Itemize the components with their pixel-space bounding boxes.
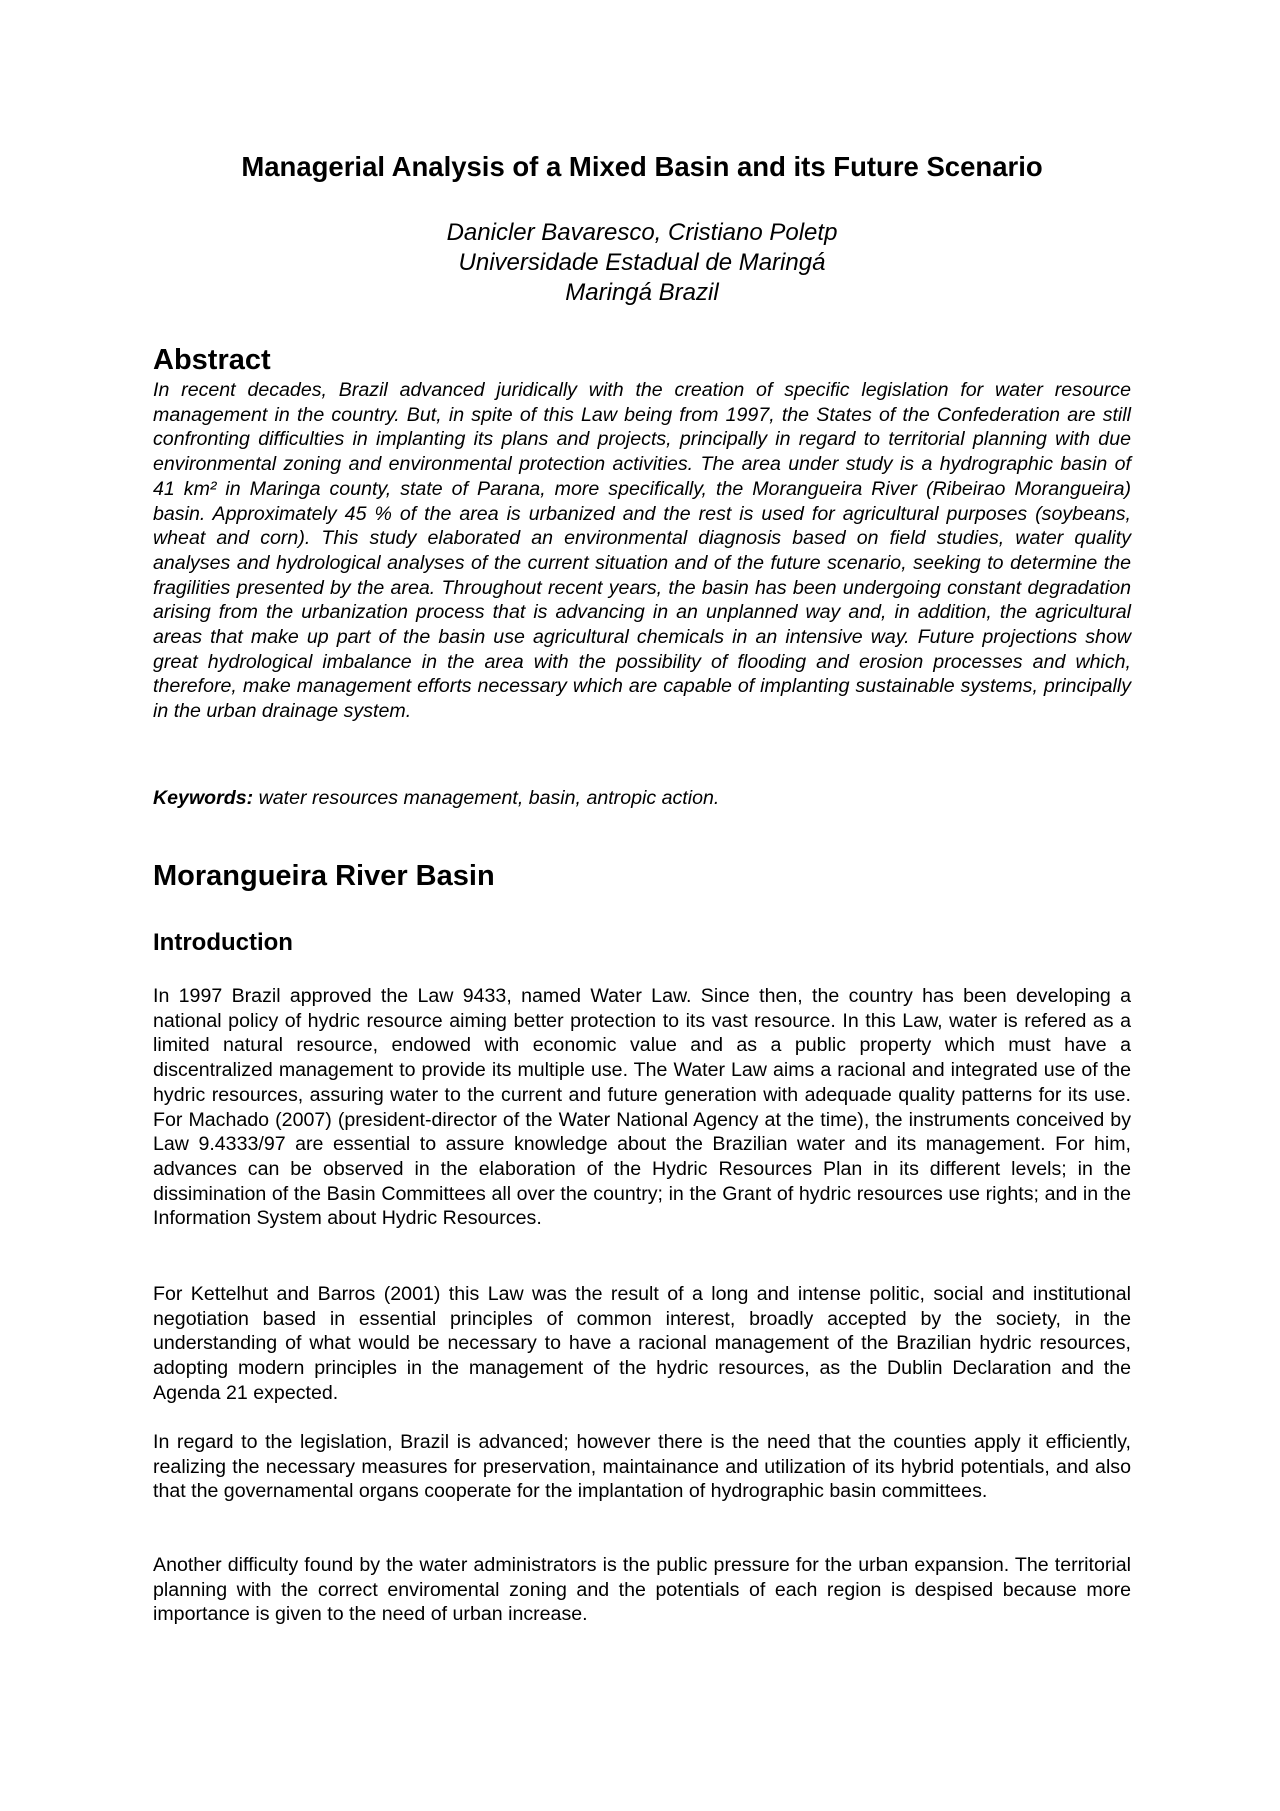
author-location: Maringá Brazil	[565, 279, 719, 306]
abstract-heading: Abstract	[153, 344, 271, 376]
author-names: Danicler Bavaresco, Cristiano Poletp	[446, 219, 838, 246]
abstract-text: In recent decades, Brazil advanced juridically with the creation of specific legislation for water resource management in the country. But, in spite of this Law being from 1997, the States of the Confederation are still confronting difficulties in implanting its plans and projects, principally in regard to territorial planning with due environmental zoning and environmental protection activities. The area under study is a hydrographic basin of 41 km² in Maringa county, state of Parana, more specifically, the Morangueira River (Ribeirao Morangueira) basin. Approximately 45 % of the area is urbanized and the rest is used for agricultural purposes (soybeans, wheat and corn). This study elaborated an environmental diagnosis based on field studies, water quality analyses and hydrological analyses of the current situation and of the future scenario, seeking to determine the fragilities presented by the area. Throughout recent years, the basin has been undergoing constant degradation arising from the urbanization process that is advancing in an unplanned way and, in addition, the agricultural areas that make up part of the basin use agricultural chemicals in an intensive way. Future projections show great hydrological imbalance in the area with the possibility of flooding and erosion processes and which, therefore, make management efforts necessary which are capable of implanting sustainable systems, principally in the urban drainage system.	[153, 379, 1131, 723]
paper-title: Managerial Analysis of a Mixed Basin and its Future Scenario	[241, 151, 1043, 182]
keywords-text: water resources management, basin, antropic action.	[258, 787, 720, 809]
author-block	[153, 218, 1131, 308]
body-paragraph: In 1997 Brazil approved the Law 9433, named Water Law. Since then, the country has been developing a national policy of hydric resource aiming better protection to its vast resource. In this Law, water is refered as a limited natural resource, endowed with economic value and as a public property which must have a discentralized management to provide its multiple use. The Water Law aims a racional and integrated use of the hydric resources, assuring water to the current and future generation with adequade quality patterns for its use. For Machado (2007) (president-director of the Water National Agency at the time), the instruments conceived by Law 9.4333/97 are essential to assure knowledge about the Brazilian water and its management. For him, advances can be observed in the elaboration of the Hydric Resources Plan in its different levels; in the dissimination of the Basin Committees all over the country; in the Grant of hydric resources use rights; and in the Information System about Hydric Resources.	[153, 985, 1131, 1230]
keywords-label: Keywords:	[153, 787, 254, 809]
body-paragraph: For Kettelhut and Barros (2001) this Law was the result of a long and intense politic, social and institutional negotiation based in essential principles of common interest, broadly accepted by the society, in the understanding of what would be necessary to have a racional management of the Brazilian hydric resources, adopting modern principles in the management of the hydric resources, as the Dublin Declaration and the Agenda 21 expected.	[153, 1283, 1131, 1404]
body-paragraph: In regard to the legislation, Brazil is advanced; however there is the need that the counties apply it efficiently, realizing the necessary measures for preservation, maintainance and utilization of its hybrid potentials, and also that the governamental organs cooperate for the implantation of hydrographic basin committees.	[153, 1431, 1131, 1503]
subsection-heading: Introduction	[153, 929, 293, 956]
keywords-line	[153, 786, 1131, 810]
section-heading: Morangueira River Basin	[153, 860, 495, 892]
body-paragraph: Another difficulty found by the water administrators is the public pressure for the urban expansion. The territorial planning with the correct enviromental zoning and the potentials of each region is despised because more importance is given to the need of urban increase.	[153, 1554, 1131, 1626]
author-affiliation: Universidade Estadual de Maringá	[458, 249, 826, 276]
